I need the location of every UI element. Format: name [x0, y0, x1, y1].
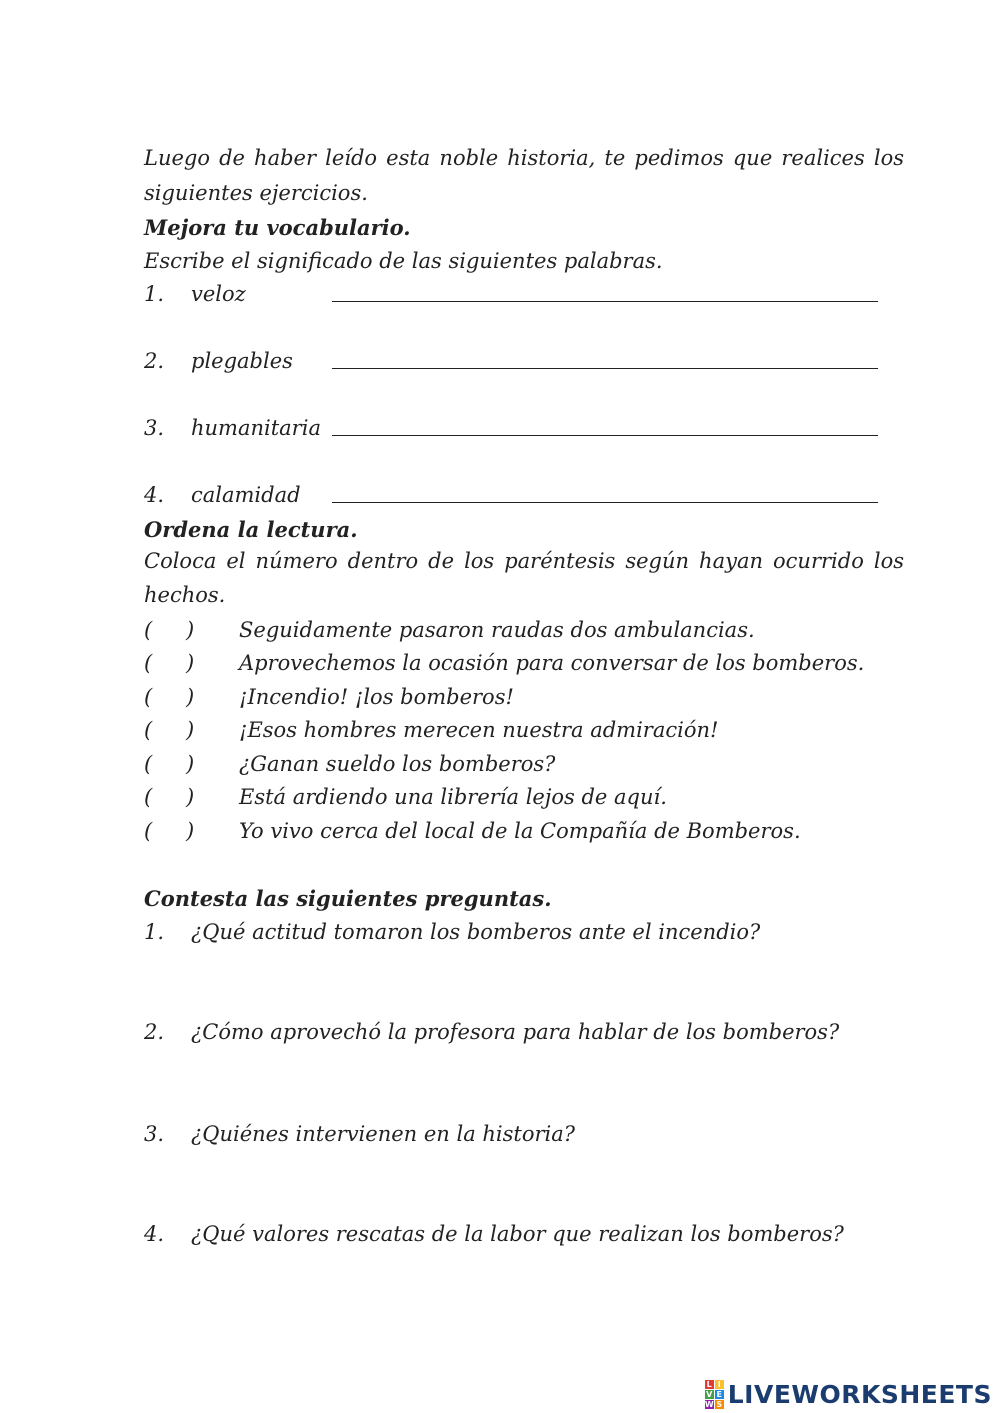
paren-open: (: [144, 819, 153, 843]
paren-open: (: [144, 651, 153, 675]
paren-close: ): [186, 785, 195, 809]
paren-open: (: [144, 685, 153, 709]
vocabulary-word: plegables: [191, 349, 293, 373]
question-text: ¿Quiénes intervienen en la historia?: [191, 1122, 576, 1146]
logo-cell: E: [716, 1389, 722, 1399]
vocabulary-item-number: 3.: [144, 416, 165, 440]
order-number-slot[interactable]: [156, 685, 184, 709]
vocabulary-word: veloz: [191, 282, 246, 306]
vocabulary-word: calamidad: [191, 483, 301, 507]
logo-cell: W: [704, 1399, 714, 1409]
paren-close: ): [186, 718, 195, 742]
paren-close: ): [186, 685, 195, 709]
question-number: 2.: [144, 1020, 165, 1044]
intro-line-2: siguientes ejercicios.: [144, 181, 368, 205]
order-instruction-line-1: Coloca el número dentro de los paréntesis según hayan ocurrido los: [144, 549, 904, 573]
paren-close: ): [186, 752, 195, 776]
order-number-slot[interactable]: [156, 618, 184, 642]
question-number: 1.: [144, 920, 165, 944]
order-sentence: Está ardiendo una librería lejos de aquí.: [239, 785, 667, 809]
order-sentence: Aprovechemos la ocasión para conversar de los bomberos.: [239, 651, 865, 675]
paren-open: (: [144, 752, 153, 776]
answer-line[interactable]: [332, 301, 878, 302]
paren-open: (: [144, 618, 153, 642]
logo-cell: V: [706, 1389, 713, 1399]
question-text: ¿Qué valores rescatas de la labor que realizan los bomberos?: [191, 1222, 844, 1246]
order-number-slot[interactable]: [156, 785, 184, 809]
answer-area[interactable]: [191, 952, 881, 1012]
paren-open: (: [144, 785, 153, 809]
order-sentence: Yo vivo cerca del local de la Compañía de Bomberos.: [239, 819, 801, 843]
vocabulary-item-number: 2.: [144, 349, 165, 373]
order-sentence: ¡Incendio! ¡los bomberos!: [239, 685, 514, 709]
answer-area[interactable]: [191, 1254, 881, 1314]
answer-area[interactable]: [191, 1154, 881, 1214]
liveworksheets-logo: [705, 1381, 992, 1407]
vocabulary-instruction: Escribe el significado de las siguientes palabras.: [144, 249, 663, 273]
paren-close: ): [186, 651, 195, 675]
logo-mark-icon: [705, 1380, 724, 1409]
question-number: 3.: [144, 1122, 165, 1146]
answer-area[interactable]: [191, 1052, 881, 1112]
order-sentence: ¡Esos hombres merecen nuestra admiración!: [239, 718, 719, 742]
paren-close: ): [186, 819, 195, 843]
answer-line[interactable]: [332, 435, 878, 436]
order-number-slot[interactable]: [156, 651, 184, 675]
question-text: ¿Cómo aprovechó la profesora para hablar de los bomberos?: [191, 1020, 840, 1044]
intro-line-1: Luego de haber leído esta noble historia, te pedimos que realices los: [144, 146, 904, 170]
order-instruction-line-2: hechos.: [144, 583, 226, 607]
vocabulary-item-number: 1.: [144, 282, 165, 306]
questions-section-title: Contesta las siguientes preguntas.: [144, 886, 552, 911]
order-number-slot[interactable]: [156, 819, 184, 843]
question-number: 4.: [144, 1222, 165, 1246]
order-number-slot[interactable]: [156, 718, 184, 742]
paren-open: (: [144, 718, 153, 742]
order-sentence: ¿Ganan sueldo los bomberos?: [239, 752, 556, 776]
logo-cell: I: [715, 1380, 724, 1389]
order-section-title: Ordena la lectura.: [144, 517, 358, 542]
logo-cell: S: [716, 1399, 723, 1409]
question-text: ¿Qué actitud tomaron los bomberos ante el incendio?: [191, 920, 761, 944]
vocabulary-section-title: Mejora tu vocabulario.: [144, 215, 411, 240]
answer-line[interactable]: [332, 368, 878, 369]
paren-close: ): [186, 618, 195, 642]
order-number-slot[interactable]: [156, 752, 184, 776]
brand-text: LIVEWORKSHEETS: [727, 1379, 992, 1409]
order-sentence: Seguidamente pasaron raudas dos ambulancias.: [239, 618, 755, 642]
vocabulary-item-number: 4.: [144, 483, 165, 507]
answer-line[interactable]: [332, 502, 878, 503]
vocabulary-word: humanitaria: [191, 416, 321, 440]
logo-cell: L: [706, 1379, 712, 1389]
